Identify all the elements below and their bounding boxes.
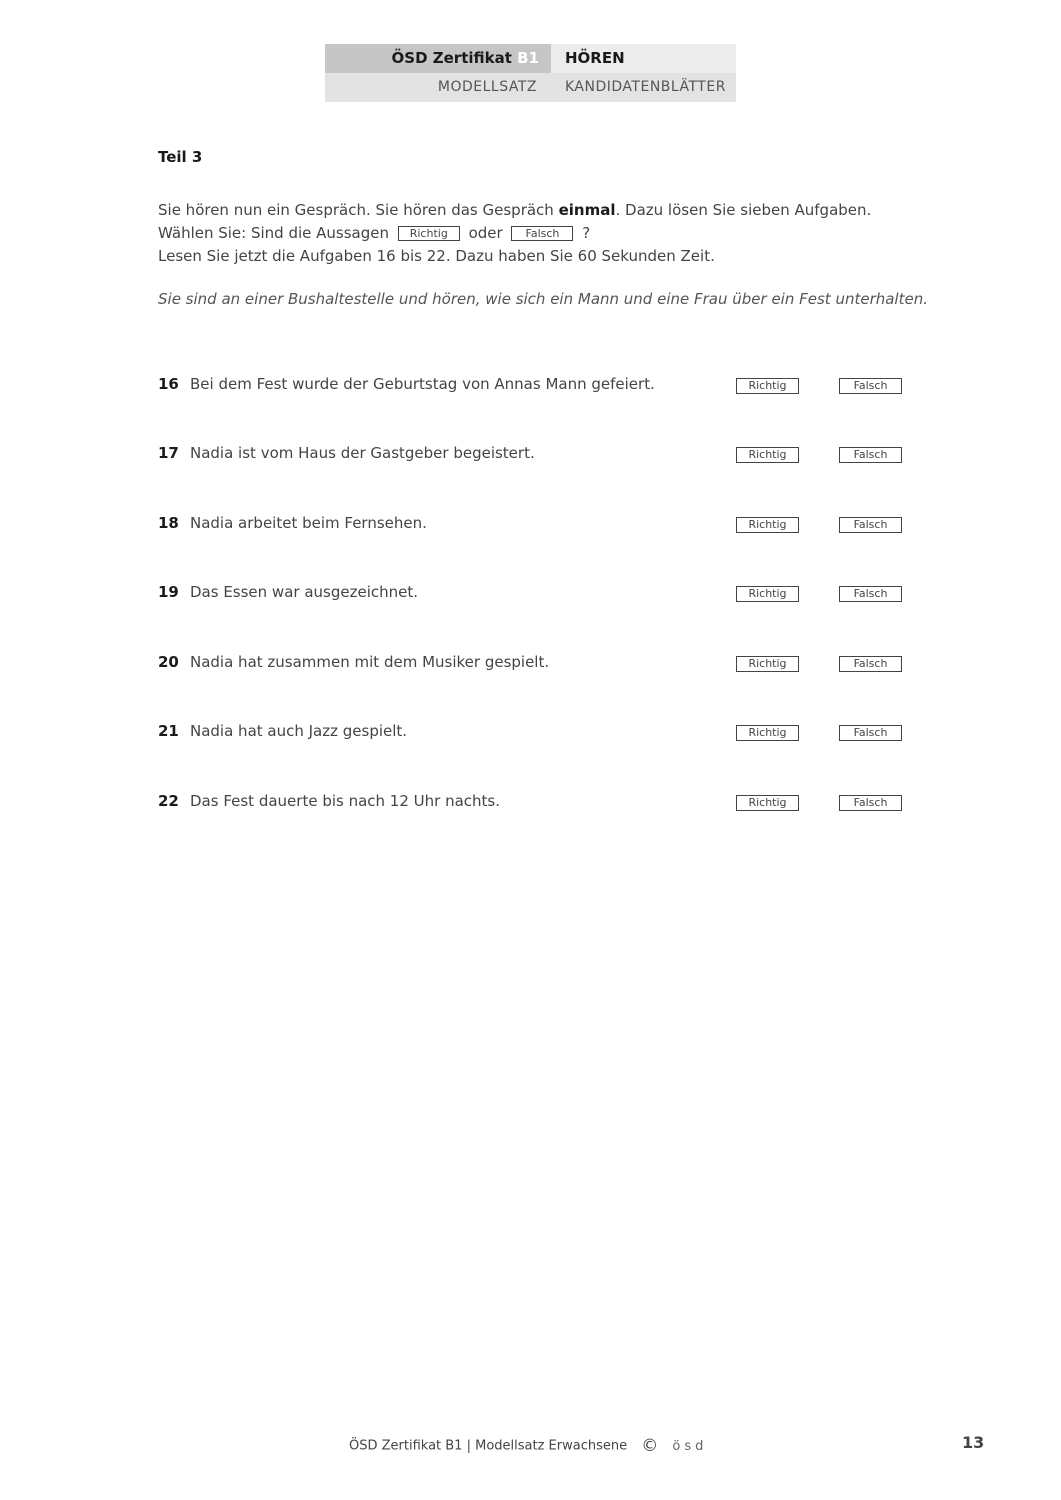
richtig-checkbox[interactable]: Richtig <box>736 517 799 533</box>
situation-text: Sie sind an einer Bushaltestelle und hören, wie sich ein Mann und eine Frau über ein Fest unterhalten. <box>158 290 928 308</box>
instruction-text: . Dazu lösen Sie sieben Aufgaben. <box>615 201 872 219</box>
item-statement: Nadia hat zusammen mit dem Musiker gespielt. <box>190 653 550 671</box>
header-cert <box>325 44 551 73</box>
header-sheet: KANDIDATENBLÄTTER <box>551 73 736 102</box>
item-statement: Nadia ist vom Haus der Gastgeber begeistert. <box>190 444 535 462</box>
instruction-text: Wählen Sie: Sind die Aussagen <box>158 224 389 242</box>
falsch-checkbox[interactable]: Falsch <box>839 586 902 602</box>
falsch-example-box: Falsch <box>511 226 573 241</box>
richtig-checkbox[interactable]: Richtig <box>736 795 799 811</box>
list-item <box>158 444 918 468</box>
list-item <box>158 792 918 816</box>
richtig-example-box: Richtig <box>398 226 460 241</box>
list-item <box>158 722 918 746</box>
item-number: 17 <box>158 444 179 462</box>
item-statement: Das Essen war ausgezeichnet. <box>190 583 419 601</box>
exam-header <box>325 44 736 102</box>
richtig-checkbox[interactable]: Richtig <box>736 656 799 672</box>
header-section: HÖREN <box>551 44 736 73</box>
item-number: 20 <box>158 653 179 671</box>
richtig-checkbox[interactable]: Richtig <box>736 725 799 741</box>
header-cert-name: ÖSD Zertifikat <box>391 49 512 67</box>
instruction-emphasis: einmal <box>558 201 616 219</box>
richtig-checkbox[interactable]: Richtig <box>736 586 799 602</box>
list-item <box>158 583 918 607</box>
header-set: MODELLSATZ <box>325 73 551 102</box>
instruction-text: oder <box>468 224 503 242</box>
list-item <box>158 375 918 399</box>
falsch-checkbox[interactable]: Falsch <box>839 517 902 533</box>
richtig-checkbox[interactable]: Richtig <box>736 447 799 463</box>
list-item <box>158 653 918 677</box>
falsch-checkbox[interactable]: Falsch <box>839 725 902 741</box>
page-number: 13 <box>962 1433 985 1452</box>
instructions <box>158 199 918 268</box>
item-statement: Nadia hat auch Jazz gespielt. <box>190 722 408 740</box>
copyright-icon: © <box>641 1436 659 1456</box>
falsch-checkbox[interactable]: Falsch <box>839 447 902 463</box>
falsch-checkbox[interactable]: Falsch <box>839 656 902 672</box>
osd-logo: ösd <box>672 1438 708 1454</box>
item-number: 22 <box>158 792 179 810</box>
item-number: 19 <box>158 583 179 601</box>
item-statement: Das Fest dauerte bis nach 12 Uhr nachts. <box>190 792 501 810</box>
footer-text: ÖSD Zertifikat B1 | Modellsatz Erwachsene <box>349 1438 628 1454</box>
page-footer <box>349 1436 707 1456</box>
list-item <box>158 514 918 538</box>
instruction-line-2 <box>158 222 918 245</box>
part-title: Teil 3 <box>158 148 203 166</box>
instruction-text: ? <box>582 224 591 242</box>
item-number: 16 <box>158 375 179 393</box>
item-statement: Nadia arbeitet beim Fernsehen. <box>190 514 427 532</box>
falsch-checkbox[interactable]: Falsch <box>839 378 902 394</box>
richtig-checkbox[interactable]: Richtig <box>736 378 799 394</box>
instruction-line-1 <box>158 199 918 222</box>
instruction-text: Sie hören nun ein Gespräch. Sie hören das Gespräch <box>158 201 554 219</box>
item-statement: Bei dem Fest wurde der Geburtstag von Annas Mann gefeiert. <box>190 375 655 393</box>
item-number: 18 <box>158 514 179 532</box>
falsch-checkbox[interactable]: Falsch <box>839 795 902 811</box>
instruction-line-3: Lesen Sie jetzt die Aufgaben 16 bis 22. Dazu haben Sie 60 Sekunden Zeit. <box>158 247 715 265</box>
header-level: B1 <box>517 49 539 67</box>
item-number: 21 <box>158 722 179 740</box>
